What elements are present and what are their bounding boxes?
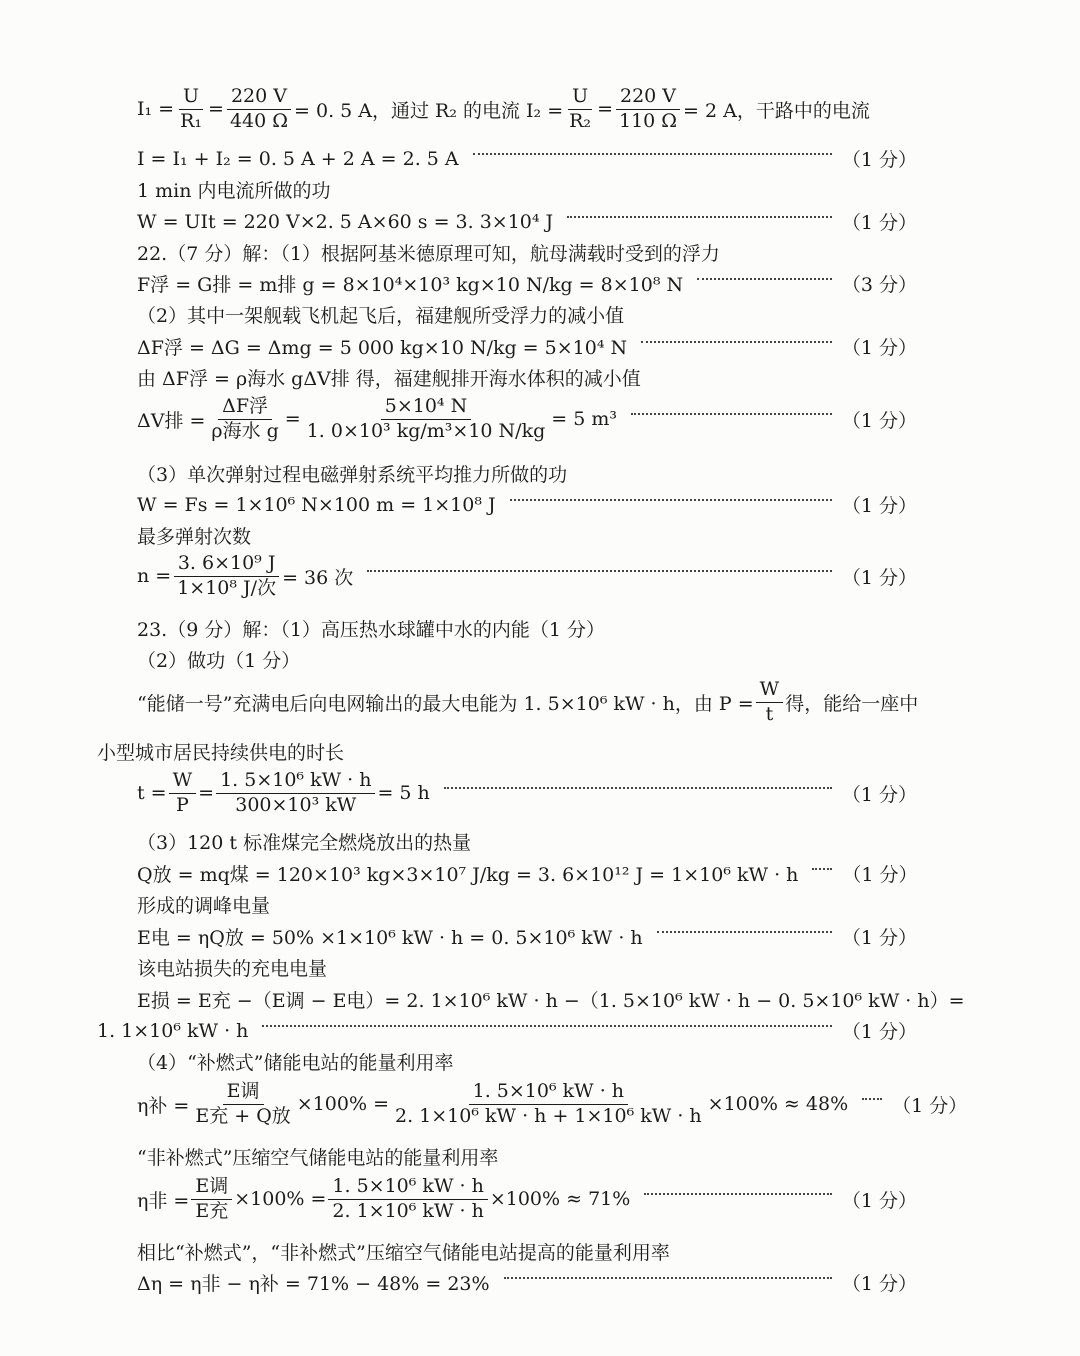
text-line: 相比“补燃式”，“非补燃式”压缩空气储能电站提高的能量利用率 (137, 1242, 670, 1264)
fraction: $\frac{\text{E调}}{\text{E充 + Q放}}$ (195, 1080, 291, 1127)
fraction: $\frac{W}{t}$ (756, 679, 784, 726)
fraction: $\frac{220 V}{110 \Omega}$ (615, 86, 681, 133)
answer-line: I = I₁ + I₂ = 0. 5 A + 2 A = 2. 5 A （1 分） (137, 145, 917, 172)
score-label: （1 分） (841, 495, 917, 517)
text-line: 最多弹射次数 (137, 526, 252, 548)
text-line: “能储一号”充满电后向电网输出的最大电能为 1. 5×10⁶ kW · h，由 P = $\frac{W}{t}$ 得，能给一座中 (137, 678, 919, 725)
eq-current-i1-i2: I₁ = $\frac{U}{\text{R₁}}$ = $\frac{220 V}{440 \Omega}$ = 0. 5 A，通过 R₂ 的电流 I₂ = $\frac{U}{\text{R₂}}$ = $\frac{220 V}{110 \Omega}$ = 2 A，干路中的电流 (137, 85, 870, 132)
text-line: （2）其中一架舰载飞机起飞后，福建舰所受浮力的减小值 (137, 305, 625, 327)
leader-dots (697, 278, 832, 280)
leader-dots (644, 1193, 832, 1195)
score-label: （1 分） (842, 864, 918, 886)
fraction: $\frac{U}{\text{R₁}}$ (180, 85, 203, 132)
text-line: （3）单次弹射过程电磁弹射系统平均推力所做的功 (137, 464, 568, 486)
fraction: $\frac{U}{\text{R₂}}$ (569, 85, 592, 132)
score-label: （3 分） (841, 274, 917, 296)
score-label: （1 分） (841, 566, 917, 589)
fraction: $\frac{\text{1. 5×10⁶ kW · h}}{\text{2. 1×10⁶ kW · h}}$ (328, 1176, 487, 1223)
text-line: （2）做功（1 分） (137, 650, 301, 672)
fraction: $\frac{\text{5×10⁴ N}}{\text{1. 0×10³ kg/m³×10 N/kg}}$ (306, 395, 546, 442)
answer-line: ΔV排 = $\frac{\text{ΔF浮}}{\text{ρ海水 g}}$ = $\frac{\text{5×10⁴ N}}{\text{1. 0×10³ kg/m³×10 N/kg}}$ = 5 m³ （1 分） (137, 395, 917, 442)
score-label: （1 分） (841, 212, 917, 234)
leader-dots (657, 931, 832, 933)
leader-dots (262, 1025, 831, 1027)
score-label: （1 分） (841, 1189, 917, 1212)
answer-line: Q放 = mq煤 = 120×10³ kg×3×10⁷ J/kg = 3. 6×10¹² J = 1×10⁶ kW · h （1 分） (137, 860, 917, 887)
text-line: 形成的调峰电量 (137, 895, 271, 917)
answer-line: n = $\frac{\text{3. 6×10⁹ J}}{\text{1×10⁸ J/次}}$ = 36 次 （1 分） (137, 552, 917, 599)
answer-line: Δη = η非 − η补 = 71% − 48% = 23% （1 分） (137, 1269, 917, 1296)
answer-line: W = UIt = 220 V×2. 5 A×60 s = 3. 3×10⁴ J （1 分） (137, 208, 917, 235)
question-heading: 23.（9 分）解：（1）高压热水球罐中水的内能（1 分） (137, 619, 606, 641)
leader-dots (862, 1098, 882, 1100)
score-label: （1 分） (892, 1094, 968, 1117)
score-label: （1 分） (841, 149, 917, 171)
answer-line: ΔF浮 = ΔG = Δmg = 5 000 kg×10 N/kg = 5×10⁴ N （1 分） (137, 333, 917, 360)
fraction: $\frac{\text{1. 5×10⁶ kW · h}}{\text{300×10³ kW}}$ (216, 770, 375, 817)
leader-dots (812, 868, 832, 870)
text-line: 小型城市居民持续供电的时长 (97, 742, 345, 764)
leader-dots (504, 1277, 832, 1279)
answer-line: η补 = $\frac{\text{E调}}{\text{E充 + Q放}}$ ×100% = $\frac{\text{1. 5×10⁶ kW · h}}{\text{2. 1×10⁶ kW · h + 1×10⁶ kW · h}}$ ×100% ≈ 48% （1 分） (137, 1080, 968, 1127)
text-line: “非补燃式”压缩空气储能电站的能量利用率 (137, 1147, 499, 1169)
leader-dots (473, 153, 832, 155)
answer-line: η非 = $\frac{\text{E调}}{\text{E充}}$ ×100% = $\frac{\text{1. 5×10⁶ kW · h}}{\text{2. 1×10⁶ kW · h}}$ ×100% ≈ 71% （1 分） (137, 1175, 917, 1222)
score-label: （1 分） (841, 337, 917, 359)
answer-line: W = Fs = 1×10⁶ N×100 m = 1×10⁸ J （1 分） (137, 491, 917, 518)
leader-dots (567, 216, 832, 218)
leader-dots (444, 787, 832, 789)
score-label: （1 分） (841, 783, 917, 806)
fraction: $\frac{W}{P}$ (169, 770, 197, 817)
text-line: 该电站损失的充电电量 (137, 958, 328, 980)
answer-line: t = $\frac{W}{P}$ = $\frac{\text{1. 5×10⁶ kW · h}}{\text{300×10³ kW}}$ = 5 h （1 分） (137, 769, 917, 816)
leader-dots (631, 413, 832, 415)
answer-line: 1. 1×10⁶ kW · h （1 分） (97, 1017, 917, 1044)
fraction: $\frac{\text{1. 5×10⁶ kW · h}}{\text{2. 1×10⁶ kW · h + 1×10⁶ kW · h}}$ (395, 1080, 702, 1127)
fraction: $\frac{220 V}{440 \Omega}$ (226, 86, 292, 133)
text-line: E损 = E充 −（E调 − E电）= 2. 1×10⁶ kW · h −（1. 5×10⁶ kW · h − 0. 5×10⁶ kW · h）= (137, 990, 965, 1012)
fraction: $\frac{\text{ΔF浮}}{\text{ρ海水 g}}$ (211, 395, 279, 442)
text-line: 由 ΔF浮 = ρ海水 gΔV排 得，福建舰排开海水体积的减小值 (137, 368, 641, 390)
fraction: $\frac{\text{E调}}{\text{E充}}$ (191, 1176, 232, 1223)
fraction: $\frac{\text{3. 6×10⁹ J}}{\text{1×10⁸ J/次}}$ (173, 553, 280, 600)
leader-dots (641, 341, 832, 343)
score-label: （1 分） (841, 1273, 917, 1295)
answer-line: E电 = ηQ放 = 50% ×1×10⁶ kW · h = 0. 5×10⁶ kW · h （1 分） (137, 923, 917, 950)
question-heading: 22.（7 分）解：（1）根据阿基米德原理可知，航母满载时受到的浮力 (137, 243, 720, 265)
score-label: （1 分） (841, 409, 917, 432)
score-label: （1 分） (841, 927, 917, 949)
text-line: 1 min 内电流所做的功 (137, 180, 331, 202)
leader-dots (510, 499, 832, 501)
text-line: （3）120 t 标准煤完全燃烧放出的热量 (137, 832, 472, 854)
answer-line: F浮 = G排 = m排 g = 8×10⁴×10³ kg×10 N/kg = 8×10⁸ N （3 分） (137, 270, 917, 297)
text-line: （4）“补燃式”储能电站的能量利用率 (137, 1052, 454, 1074)
score-label: （1 分） (841, 1021, 917, 1043)
leader-dots (367, 570, 832, 572)
